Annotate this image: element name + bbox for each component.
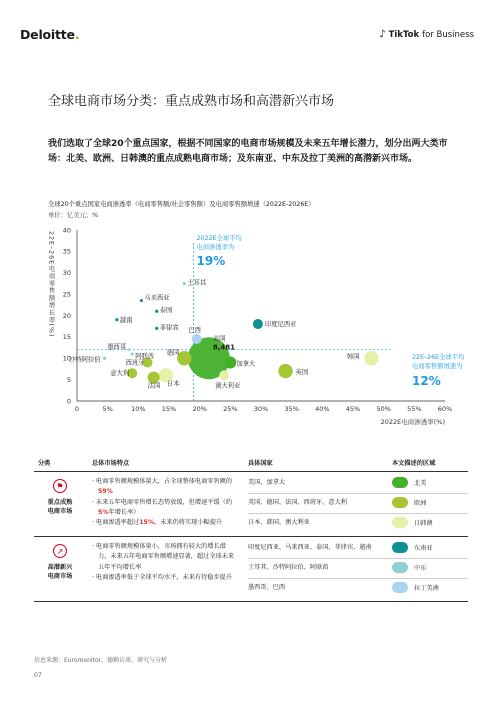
y-tick-label: 35 bbox=[62, 247, 71, 256]
region-label: 东南亚 bbox=[414, 545, 433, 552]
growth-icon: ↗ bbox=[53, 544, 67, 558]
x-tick-label: 60% bbox=[437, 405, 453, 413]
data-point-label: 英国 bbox=[295, 369, 309, 377]
flag-icon: ⚑ bbox=[53, 479, 67, 493]
table-region bbox=[392, 562, 426, 573]
avg-growth-label: 22E–26E全球平均 bbox=[412, 354, 465, 361]
table-countries: 墨西哥、巴西 bbox=[248, 584, 286, 591]
data-point bbox=[128, 348, 131, 351]
x-tick-label: 5% bbox=[102, 405, 113, 413]
data-point bbox=[155, 310, 158, 313]
table-header: 本文描述的区域 bbox=[392, 460, 436, 467]
data-point-label: 意大利 bbox=[110, 370, 130, 378]
feature-bullet: · 电商渗透率低于全球平均水平，未来有待稳步提升 bbox=[92, 573, 233, 581]
y-tick-label: 0 bbox=[66, 397, 71, 406]
deloitte-logo: Deloitte. bbox=[20, 27, 80, 42]
x-tick-label: 35% bbox=[284, 405, 299, 413]
table-category: 重点成熟 电商市场 bbox=[47, 499, 73, 515]
data-point bbox=[192, 334, 202, 344]
data-point-label: 日本 bbox=[166, 380, 180, 388]
x-tick-label: 20% bbox=[192, 405, 207, 413]
table-countries: 印度尼西亚、马来西亚、泰国、菲律宾、越南 bbox=[248, 544, 372, 551]
data-point bbox=[103, 357, 106, 360]
table-region bbox=[392, 582, 439, 593]
table-row-rule bbox=[248, 513, 468, 514]
region-color-dot bbox=[392, 542, 408, 553]
data-point-label: 西班牙 bbox=[125, 359, 145, 367]
region-color-dot bbox=[392, 477, 408, 488]
data-point-label: 加拿大 bbox=[236, 360, 256, 368]
data-point-label: 印度尼西亚 bbox=[264, 321, 297, 329]
data-point-label: 美国 bbox=[212, 335, 226, 343]
data-point bbox=[278, 364, 292, 378]
table-features bbox=[92, 542, 238, 583]
data-point bbox=[131, 352, 134, 355]
x-tick-label: 30% bbox=[253, 405, 269, 413]
x-tick-label: 45% bbox=[345, 405, 361, 413]
y-tick-label: 25 bbox=[62, 290, 71, 299]
feature-bullet: · 电商零售额规模体量大，占全球整体电商零售额的59% bbox=[92, 478, 233, 496]
data-point bbox=[140, 299, 143, 302]
feature-bullet: · 未来五年电商零售增长态势放缓，但增速平缓（约5%年增长率） bbox=[92, 498, 233, 516]
y-axis-label: 22E–26E电商零售额增长率(%) bbox=[47, 231, 55, 338]
table-header: 总体市场特点 bbox=[92, 460, 130, 467]
data-point bbox=[364, 351, 378, 365]
page-number: 07 bbox=[34, 672, 42, 679]
region-label: 日韩澳 bbox=[414, 520, 433, 527]
x-tick-label: 15% bbox=[161, 405, 177, 413]
avg-penetration-label: 电商渗透率为 bbox=[196, 244, 235, 251]
y-tick-label: 5 bbox=[66, 375, 71, 384]
chart-title: 全球20个重点国家电商渗透率（电商零售额/社会零售额）及电商零售额增速（2022E-2026E） bbox=[48, 201, 315, 208]
data-point-label: 泰国 bbox=[159, 307, 173, 315]
tiktok-note-icon: ♪ bbox=[379, 29, 386, 40]
data-point-label: 沙特阿拉伯 bbox=[69, 356, 101, 364]
region-label: 北美 bbox=[414, 480, 427, 487]
table-bottom-rule bbox=[34, 601, 468, 602]
data-point-label: 菲律宾 bbox=[159, 324, 179, 332]
data-point-label: 墨西哥 bbox=[107, 343, 127, 351]
table-category: 高潜新兴 电商市场 bbox=[47, 564, 73, 580]
x-tick-label: 55% bbox=[407, 405, 422, 413]
table-row-rule bbox=[248, 493, 468, 494]
y-tick-label: 15 bbox=[62, 333, 71, 342]
chart-unit: 单位：亿美元；% bbox=[48, 212, 99, 219]
data-point-label: 韩国 bbox=[346, 353, 360, 361]
data-point-label: 巴西 bbox=[188, 327, 201, 335]
region-label: 拉丁美洲 bbox=[414, 585, 439, 592]
table-header-rule bbox=[34, 471, 468, 472]
table-row-rule bbox=[248, 558, 468, 559]
table-region bbox=[392, 497, 426, 508]
avg-penetration-value: 19% bbox=[196, 254, 226, 268]
table-features bbox=[92, 477, 238, 528]
table-row-rule bbox=[248, 578, 468, 579]
data-point-label: 阿联酋 bbox=[135, 352, 155, 360]
table-group-rule bbox=[34, 536, 468, 537]
feature-bullet: · 电商渗透率超过15%，未来仍将实现小幅提升 bbox=[92, 519, 223, 527]
data-point-label: 土耳其 bbox=[187, 279, 207, 287]
table-countries: 英国、德国、法国、西班牙、意大利 bbox=[248, 499, 347, 506]
region-label: 中东 bbox=[414, 565, 427, 572]
avg-growth-value: 12% bbox=[412, 374, 441, 388]
feature-bullet: · 电商零售额规模体量小，市场拥有较大的增长潜力，未来五年电商零售额增速显著，超过全球未来五年平均增长率 bbox=[92, 543, 235, 571]
region-color-dot bbox=[392, 582, 408, 593]
region-color-dot bbox=[392, 562, 408, 573]
tiktok-logo: ♪ TikTok for Business bbox=[379, 29, 474, 40]
table-region bbox=[392, 517, 433, 528]
y-tick-label: 40 bbox=[62, 226, 71, 235]
table-header: 具体国家 bbox=[248, 460, 273, 467]
source-note: 信息来源：Euromonitor，德勤访谈、研究与分析 bbox=[34, 657, 168, 664]
data-point bbox=[183, 282, 186, 285]
table-region bbox=[392, 542, 433, 553]
data-point bbox=[155, 327, 158, 330]
data-point-label: 越南 bbox=[119, 316, 133, 324]
table-countries: 美国、加拿大 bbox=[248, 479, 286, 486]
region-color-dot bbox=[392, 497, 408, 508]
table-region bbox=[392, 477, 426, 488]
table-countries: 日本、韩国、澳大利亚 bbox=[248, 519, 310, 526]
y-tick-label: 10 bbox=[62, 354, 71, 363]
region-color-dot bbox=[392, 517, 408, 528]
x-tick-label: 25% bbox=[223, 405, 238, 413]
region-label: 欧洲 bbox=[414, 500, 427, 507]
data-point-label: 法国 bbox=[147, 382, 161, 390]
avg-penetration-label: 2022E全球平均 bbox=[196, 235, 242, 242]
data-point-value: 8,481 bbox=[212, 343, 236, 352]
x-tick-label: 10% bbox=[131, 405, 146, 413]
x-tick-label: 40% bbox=[315, 405, 330, 413]
data-point-label: 马来西亚 bbox=[144, 294, 170, 302]
table-header: 分类 bbox=[38, 460, 51, 467]
data-point bbox=[253, 319, 263, 329]
data-point-label: 澳大利亚 bbox=[215, 382, 241, 390]
data-point bbox=[219, 370, 229, 380]
intro-paragraph: 我们选取了全球20个重点国家，根据不同国家的电商市场规模及未来五年增长潜力，划分出两大类市场：北美、欧洲、日韩澳的重点成熟电商市场；及东南亚、中东及拉丁美洲的高潜新兴市场。 bbox=[48, 139, 448, 164]
x-tick-label: 50% bbox=[376, 405, 391, 413]
x-axis-label: 2022E电商渗透率(%) bbox=[380, 418, 445, 426]
avg-growth-label: 电商零售额增速为 bbox=[412, 363, 463, 370]
y-tick-label: 30 bbox=[62, 269, 71, 278]
data-point bbox=[224, 357, 236, 369]
data-point bbox=[115, 318, 118, 321]
page-title: 全球电商市场分类：重点成熟市场和高潜新兴市场 bbox=[48, 94, 335, 109]
y-tick-label: 20 bbox=[62, 311, 71, 320]
table-countries: 土耳其、沙特阿拉伯、阿联酋 bbox=[248, 564, 329, 571]
x-tick-label: 0 bbox=[74, 405, 80, 413]
data-point-label: 德国 bbox=[166, 349, 180, 357]
